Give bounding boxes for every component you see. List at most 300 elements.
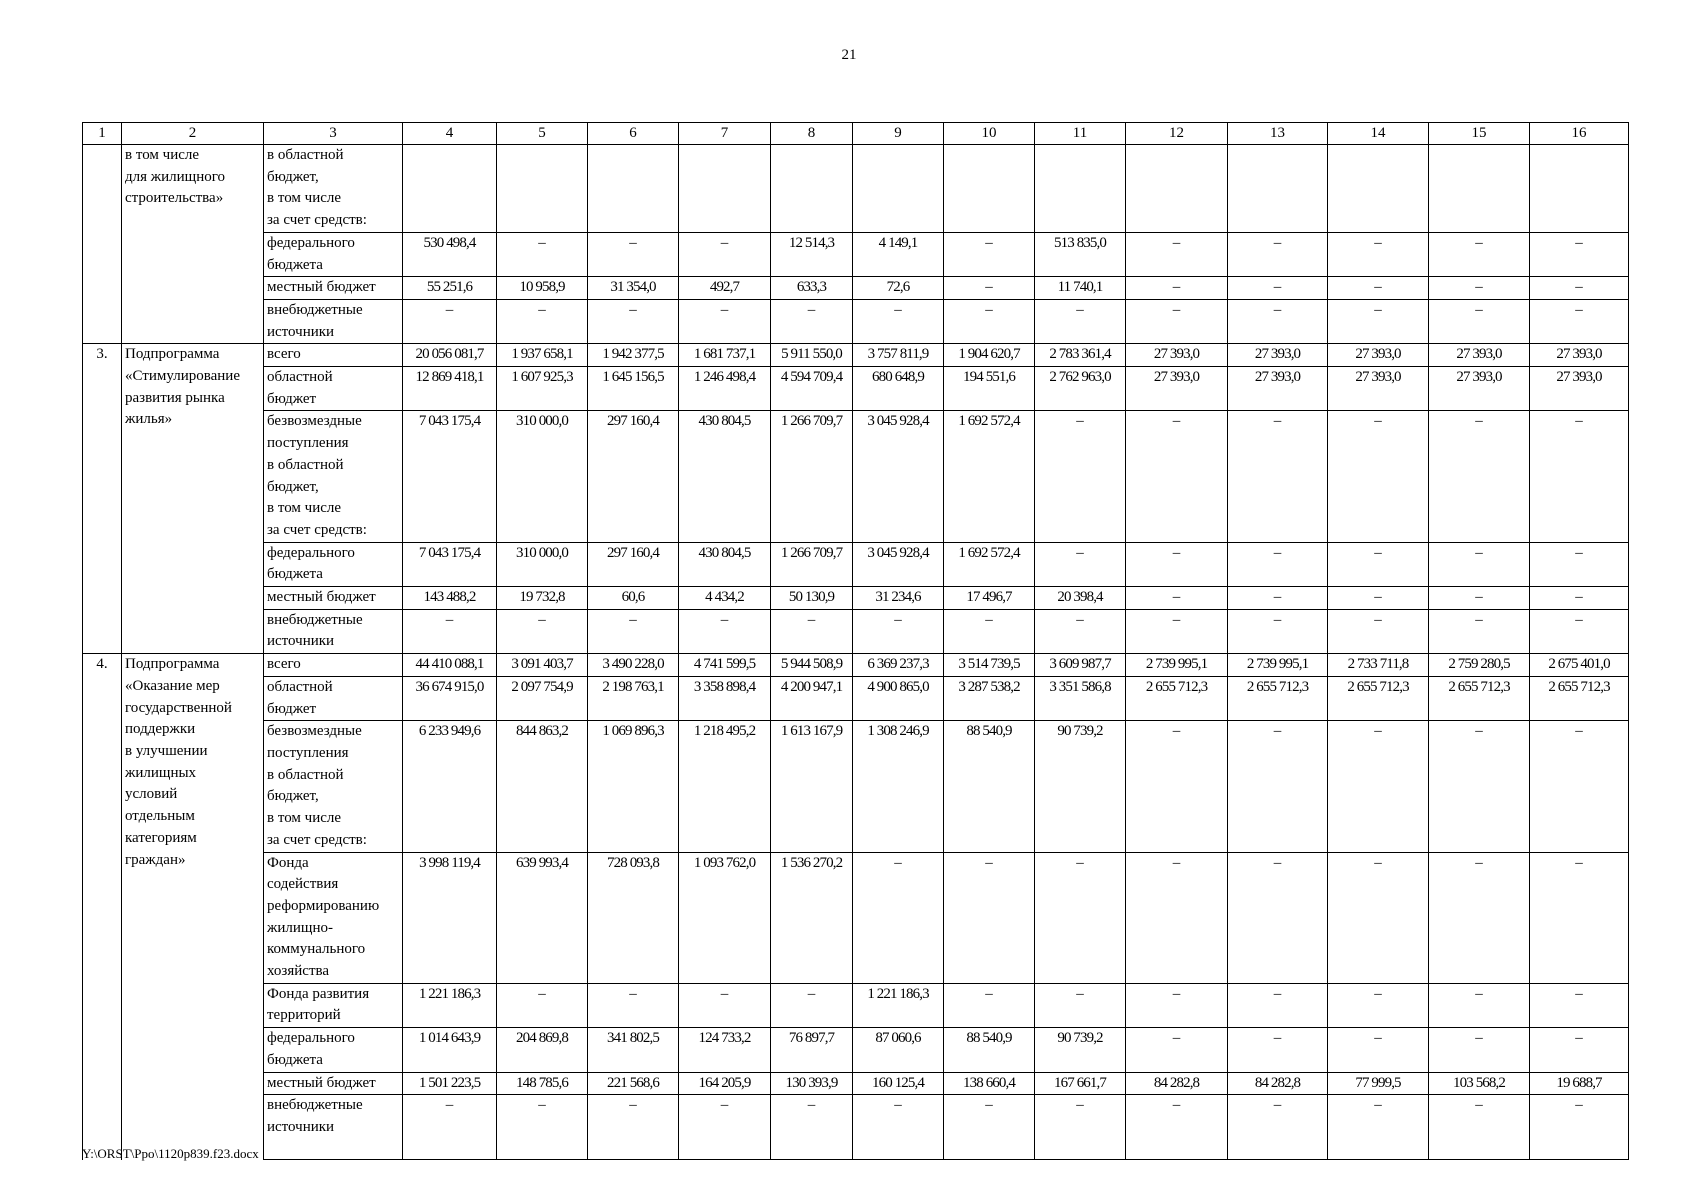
column-header: 16 (1530, 123, 1629, 145)
value-cell: 7 043 175,4 (403, 542, 497, 586)
table-row (83, 344, 1629, 367)
value-cell (1530, 145, 1629, 233)
value-cell: 221 568,6 (588, 1072, 679, 1095)
value-cell (679, 145, 771, 233)
row-number (83, 983, 122, 1027)
value-cell: 3 287 538,2 (944, 676, 1035, 720)
value-cell: – (1228, 1095, 1328, 1160)
value-cell: 3 045 928,4 (853, 411, 944, 542)
value-cell: – (1228, 587, 1328, 610)
table-row (83, 299, 1629, 343)
value-cell (1429, 145, 1530, 233)
value-cell: 55 251,6 (403, 277, 497, 300)
table-row (83, 145, 1629, 233)
program-name-text: Подпрограмма «Стимулирование развития рынка жилья» (125, 346, 240, 428)
table-row (83, 277, 1629, 300)
value-cell: 341 802,5 (588, 1028, 679, 1072)
value-cell: – (1328, 411, 1429, 542)
value-cell: 27 393,0 (1126, 367, 1228, 411)
value-cell: 2 739 995,1 (1126, 654, 1228, 677)
value-cell: – (588, 1095, 679, 1160)
column-header: 10 (944, 123, 1035, 145)
value-cell (588, 145, 679, 233)
value-cell: – (1429, 721, 1530, 852)
column-header: 14 (1328, 123, 1429, 145)
value-cell: – (1126, 542, 1228, 586)
value-cell: – (1228, 232, 1328, 276)
value-cell: 148 785,6 (497, 1072, 588, 1095)
column-header: 9 (853, 123, 944, 145)
value-cell: 844 863,2 (497, 721, 588, 852)
value-cell: 3 998 119,4 (403, 852, 497, 983)
value-cell: 639 993,4 (497, 852, 588, 983)
funding-source: областной бюджет (264, 367, 403, 411)
value-cell: 2 655 712,3 (1228, 676, 1328, 720)
value-cell: – (1126, 299, 1228, 343)
value-cell: 84 282,8 (1126, 1072, 1228, 1095)
value-cell: 31 234,6 (853, 587, 944, 610)
value-cell: 1 069 896,3 (588, 721, 679, 852)
value-cell: – (853, 299, 944, 343)
table-row (83, 852, 1629, 983)
value-cell: 72,6 (853, 277, 944, 300)
value-cell: 5 911 550,0 (771, 344, 853, 367)
row-number: 3. (83, 344, 122, 367)
value-cell: 124 733,2 (679, 1028, 771, 1072)
value-cell: – (1126, 983, 1228, 1027)
value-cell: – (1429, 299, 1530, 343)
value-cell: – (1228, 609, 1328, 653)
value-cell: – (1530, 542, 1629, 586)
value-cell: 4 741 599,5 (679, 654, 771, 677)
value-cell: – (771, 299, 853, 343)
value-cell: – (1530, 1095, 1629, 1160)
value-cell: – (1328, 232, 1429, 276)
value-cell: 3 757 811,9 (853, 344, 944, 367)
row-number (83, 145, 122, 233)
value-cell: – (679, 232, 771, 276)
funding-source: местный бюджет (264, 277, 403, 300)
program-name-text: Подпрограмма «Оказание мер государственной поддержки в улучшении жилищных условий отдельным категориям граждан» (125, 656, 232, 868)
value-cell: 2 739 995,1 (1228, 654, 1328, 677)
value-cell: 4 900 865,0 (853, 676, 944, 720)
value-cell: – (1328, 277, 1429, 300)
value-cell: – (1328, 721, 1429, 852)
value-cell: – (1429, 542, 1530, 586)
value-cell: 2 762 963,0 (1035, 367, 1126, 411)
value-cell: 680 648,9 (853, 367, 944, 411)
program-name (122, 587, 264, 610)
value-cell: – (497, 983, 588, 1027)
value-cell: 3 490 228,0 (588, 654, 679, 677)
value-cell: 2 759 280,5 (1429, 654, 1530, 677)
value-cell: – (1126, 721, 1228, 852)
value-cell: 1 942 377,5 (588, 344, 679, 367)
value-cell: 2 097 754,9 (497, 676, 588, 720)
value-cell: – (1328, 983, 1429, 1027)
value-cell: 2 675 401,0 (1530, 654, 1629, 677)
value-cell: 160 125,4 (853, 1072, 944, 1095)
value-cell: 2 783 361,4 (1035, 344, 1126, 367)
value-cell: 1 904 620,7 (944, 344, 1035, 367)
value-cell: – (1530, 609, 1629, 653)
value-cell: 138 660,4 (944, 1072, 1035, 1095)
table-row (83, 542, 1629, 586)
row-number (83, 232, 122, 276)
column-header: 8 (771, 123, 853, 145)
value-cell: 27 393,0 (1126, 344, 1228, 367)
value-cell: – (588, 609, 679, 653)
value-cell: – (1429, 609, 1530, 653)
funding-source: в областной бюджет, в том числе за счет средств: (264, 145, 403, 233)
value-cell (944, 145, 1035, 233)
value-cell: 3 045 928,4 (853, 542, 944, 586)
row-number (83, 587, 122, 610)
value-cell: – (403, 609, 497, 653)
value-cell: 513 835,0 (1035, 232, 1126, 276)
funding-source: Фонда развития территорий (264, 983, 403, 1027)
value-cell: 310 000,0 (497, 411, 588, 542)
value-cell: – (1126, 609, 1228, 653)
table-row (83, 721, 1629, 852)
value-cell: 728 093,8 (588, 852, 679, 983)
value-cell: 20 398,4 (1035, 587, 1126, 610)
funding-source: внебюджетные источники (264, 299, 403, 343)
value-cell: – (1530, 299, 1629, 343)
value-cell: – (1228, 983, 1328, 1027)
value-cell: – (679, 299, 771, 343)
value-cell: 44 410 088,1 (403, 654, 497, 677)
value-cell: 90 739,2 (1035, 721, 1126, 852)
funding-source: федерального бюджета (264, 232, 403, 276)
value-cell: 6 233 949,6 (403, 721, 497, 852)
value-cell: 103 568,2 (1429, 1072, 1530, 1095)
value-cell: – (1228, 542, 1328, 586)
value-cell: – (853, 1095, 944, 1160)
table-row (83, 676, 1629, 720)
value-cell: 4 434,2 (679, 587, 771, 610)
value-cell: 633,3 (771, 277, 853, 300)
value-cell: 1 692 572,4 (944, 411, 1035, 542)
program-name (122, 145, 264, 233)
value-cell: 3 091 403,7 (497, 654, 588, 677)
column-header: 5 (497, 123, 588, 145)
value-cell: 1 308 246,9 (853, 721, 944, 852)
value-cell: 17 496,7 (944, 587, 1035, 610)
value-cell: – (1126, 1028, 1228, 1072)
value-cell: 530 498,4 (403, 232, 497, 276)
value-cell: 36 674 915,0 (403, 676, 497, 720)
funding-source: местный бюджет (264, 1072, 403, 1095)
value-cell: – (944, 983, 1035, 1027)
value-cell: 27 393,0 (1530, 367, 1629, 411)
value-cell: – (1126, 852, 1228, 983)
value-cell: – (1328, 1095, 1429, 1160)
funding-source: внебюджетные источники (264, 609, 403, 653)
table-row (83, 654, 1629, 677)
value-cell: – (403, 1095, 497, 1160)
value-cell: – (1126, 1095, 1228, 1160)
program-name (122, 542, 264, 586)
value-cell: 19 732,8 (497, 587, 588, 610)
value-cell: 1 692 572,4 (944, 542, 1035, 586)
column-header: 6 (588, 123, 679, 145)
value-cell: 27 393,0 (1429, 367, 1530, 411)
value-cell: 1 266 709,7 (771, 411, 853, 542)
value-cell: 1 501 223,5 (403, 1072, 497, 1095)
value-cell: – (1228, 299, 1328, 343)
value-cell: 20 056 081,7 (403, 344, 497, 367)
program-name-text: в том числе для жилищного строительства» (125, 147, 226, 207)
value-cell: 50 130,9 (771, 587, 853, 610)
value-cell: – (1429, 277, 1530, 300)
value-cell: – (1328, 1028, 1429, 1072)
value-cell: 310 000,0 (497, 542, 588, 586)
value-cell: – (944, 232, 1035, 276)
value-cell: – (1126, 232, 1228, 276)
column-header: 4 (403, 123, 497, 145)
value-cell: – (853, 609, 944, 653)
value-cell: – (1035, 1095, 1126, 1160)
value-cell: 10 958,9 (497, 277, 588, 300)
value-cell: – (1328, 587, 1429, 610)
funding-source: безвозмездные поступления в областной бюджет, в том числе за счет средств: (264, 411, 403, 542)
column-header: 1 (83, 123, 122, 145)
value-cell (771, 145, 853, 233)
value-cell: 1 266 709,7 (771, 542, 853, 586)
value-cell: 1 246 498,4 (679, 367, 771, 411)
row-number: 4. (83, 654, 122, 677)
value-cell: 1 607 925,3 (497, 367, 588, 411)
value-cell: 1 218 495,2 (679, 721, 771, 852)
table-row (83, 983, 1629, 1027)
table-row (83, 609, 1629, 653)
value-cell (1228, 145, 1328, 233)
value-cell: 1 613 167,9 (771, 721, 853, 852)
value-cell: – (1530, 721, 1629, 852)
value-cell (1126, 145, 1228, 233)
table-row (83, 411, 1629, 542)
column-header: 13 (1228, 123, 1328, 145)
column-header: 11 (1035, 123, 1126, 145)
value-cell: – (1530, 983, 1629, 1027)
value-cell: 87 060,6 (853, 1028, 944, 1072)
value-cell: – (1035, 609, 1126, 653)
funding-source: областной бюджет (264, 676, 403, 720)
value-cell (1035, 145, 1126, 233)
table-row (83, 1095, 1629, 1160)
column-header: 12 (1126, 123, 1228, 145)
value-cell: – (588, 983, 679, 1027)
budget-table (82, 122, 1629, 1160)
funding-source: всего (264, 344, 403, 367)
value-cell: – (1328, 852, 1429, 983)
value-cell: – (1429, 1095, 1530, 1160)
value-cell: – (1228, 721, 1328, 852)
value-cell: 27 393,0 (1530, 344, 1629, 367)
value-cell: – (1228, 852, 1328, 983)
value-cell: 143 488,2 (403, 587, 497, 610)
table-row (83, 367, 1629, 411)
value-cell: 27 393,0 (1228, 367, 1328, 411)
value-cell: 90 739,2 (1035, 1028, 1126, 1072)
funding-source: федерального бюджета (264, 542, 403, 586)
value-cell: – (1126, 587, 1228, 610)
value-cell: – (1530, 852, 1629, 983)
value-cell: – (497, 299, 588, 343)
table-row (83, 1028, 1629, 1072)
value-cell: – (1126, 277, 1228, 300)
column-header: 15 (1429, 123, 1530, 145)
value-cell: 2 655 712,3 (1126, 676, 1228, 720)
funding-source: Фонда содействия реформированию жилищно- коммунального хозяйства (264, 852, 403, 983)
table-row (83, 1072, 1629, 1095)
value-cell: – (944, 299, 1035, 343)
funding-source: всего (264, 654, 403, 677)
value-cell: – (1530, 277, 1629, 300)
value-cell: – (1035, 542, 1126, 586)
value-cell: – (1126, 411, 1228, 542)
value-cell: – (497, 609, 588, 653)
row-number (83, 1028, 122, 1072)
value-cell: – (944, 1095, 1035, 1160)
value-cell: 297 160,4 (588, 411, 679, 542)
program-name (122, 277, 264, 300)
value-cell: – (1035, 411, 1126, 542)
value-cell: – (1228, 1028, 1328, 1072)
row-number (83, 367, 122, 411)
value-cell: – (1228, 411, 1328, 542)
value-cell: – (1530, 587, 1629, 610)
value-cell: 1 937 658,1 (497, 344, 588, 367)
value-cell: – (944, 609, 1035, 653)
value-cell: – (1530, 1028, 1629, 1072)
row-number (83, 277, 122, 300)
value-cell: – (1530, 411, 1629, 542)
program-name (122, 654, 264, 868)
value-cell: 3 351 586,8 (1035, 676, 1126, 720)
value-cell: 3 358 898,4 (679, 676, 771, 720)
value-cell: – (1035, 983, 1126, 1027)
page-number: 21 (841, 47, 857, 63)
value-cell: – (679, 983, 771, 1027)
value-cell: 88 540,9 (944, 721, 1035, 852)
value-cell: 3 514 739,5 (944, 654, 1035, 677)
table-body (83, 145, 1629, 1160)
value-cell: 4 200 947,1 (771, 676, 853, 720)
value-cell: – (679, 609, 771, 653)
value-cell: – (1429, 587, 1530, 610)
value-cell: 27 393,0 (1328, 344, 1429, 367)
value-cell: 60,6 (588, 587, 679, 610)
value-cell: 19 688,7 (1530, 1072, 1629, 1095)
value-cell: – (771, 609, 853, 653)
funding-source: местный бюджет (264, 587, 403, 610)
value-cell: 1 221 186,3 (403, 983, 497, 1027)
value-cell: 84 282,8 (1228, 1072, 1328, 1095)
row-number (83, 721, 122, 852)
row-number (83, 299, 122, 343)
value-cell: – (771, 983, 853, 1027)
value-cell: – (497, 232, 588, 276)
value-cell: 430 804,5 (679, 542, 771, 586)
program-name (122, 1072, 264, 1095)
value-cell: 27 393,0 (1328, 367, 1429, 411)
value-cell: 1 093 762,0 (679, 852, 771, 983)
value-cell: 2 733 711,8 (1328, 654, 1429, 677)
header-row (83, 123, 1629, 145)
value-cell: 2 655 712,3 (1429, 676, 1530, 720)
value-cell: – (1429, 232, 1530, 276)
value-cell: – (497, 1095, 588, 1160)
value-cell: 297 160,4 (588, 542, 679, 586)
row-number (83, 852, 122, 983)
value-cell: 5 944 508,9 (771, 654, 853, 677)
funding-source: внебюджетные источники (264, 1095, 403, 1160)
value-cell: 88 540,9 (944, 1028, 1035, 1072)
value-cell: 2 655 712,3 (1530, 676, 1629, 720)
program-name (122, 232, 264, 276)
value-cell: 204 869,8 (497, 1028, 588, 1072)
row-number (83, 411, 122, 542)
value-cell: 4 149,1 (853, 232, 944, 276)
value-cell: – (588, 299, 679, 343)
program-name (122, 609, 264, 653)
value-cell: – (588, 232, 679, 276)
file-path: Y:\ORST\Ppo\1120p839.f23.docx (82, 1146, 259, 1161)
value-cell: – (944, 277, 1035, 300)
value-cell: – (1228, 277, 1328, 300)
row-number (83, 609, 122, 653)
value-cell: – (1429, 1028, 1530, 1072)
value-cell: 7 043 175,4 (403, 411, 497, 542)
value-cell: – (1328, 542, 1429, 586)
value-cell: 11 740,1 (1035, 277, 1126, 300)
value-cell: 27 393,0 (1429, 344, 1530, 367)
column-header: 3 (264, 123, 403, 145)
table-row (83, 232, 1629, 276)
program-name (122, 1028, 264, 1072)
row-number (83, 542, 122, 586)
row-number (83, 1072, 122, 1095)
value-cell: – (1429, 411, 1530, 542)
value-cell: 12 869 418,1 (403, 367, 497, 411)
value-cell: – (1530, 232, 1629, 276)
value-cell: 1 536 270,2 (771, 852, 853, 983)
value-cell (1328, 145, 1429, 233)
table-row (83, 587, 1629, 610)
value-cell: 167 661,7 (1035, 1072, 1126, 1095)
value-cell: 2 198 763,1 (588, 676, 679, 720)
value-cell: 430 804,5 (679, 411, 771, 542)
value-cell: – (1328, 299, 1429, 343)
funding-source: федерального бюджета (264, 1028, 403, 1072)
value-cell: – (1429, 852, 1530, 983)
column-header: 7 (679, 123, 771, 145)
value-cell (853, 145, 944, 233)
value-cell: 31 354,0 (588, 277, 679, 300)
value-cell (403, 145, 497, 233)
funding-source: безвозмездные поступления в областной бюджет, в том числе за счет средств: (264, 721, 403, 852)
value-cell: 492,7 (679, 277, 771, 300)
value-cell: – (1328, 609, 1429, 653)
value-cell: 27 393,0 (1228, 344, 1328, 367)
value-cell: 77 999,5 (1328, 1072, 1429, 1095)
value-cell: 6 369 237,3 (853, 654, 944, 677)
value-cell: 4 594 709,4 (771, 367, 853, 411)
value-cell (497, 145, 588, 233)
value-cell: – (1429, 983, 1530, 1027)
